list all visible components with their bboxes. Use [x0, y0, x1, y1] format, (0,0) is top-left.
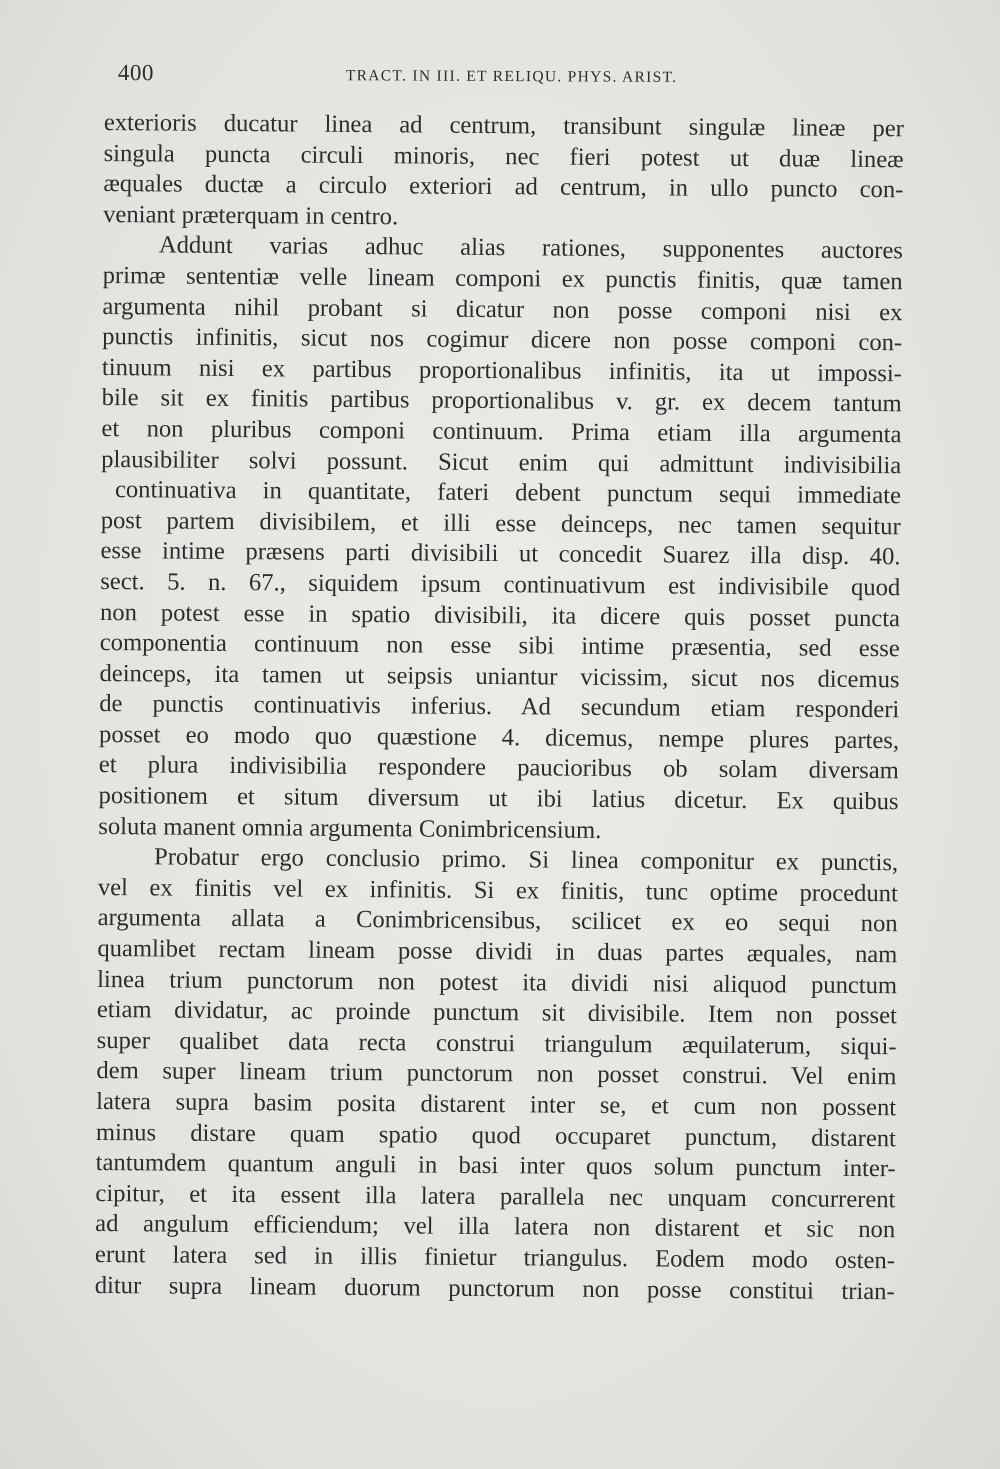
text-line: argumenta allata a Conimbricensibus, scilicet ex eo sequi non — [97, 904, 898, 938]
text-line: æquales ductæ a circulo exteriori ad centrum, in ullo puncto con- — [103, 170, 904, 204]
body-text — [95, 108, 904, 1307]
text-line: exterioris ducatur linea ad centrum, transibunt singulæ lineæ per — [103, 108, 904, 143]
text-line: continuativa in quantitate, fateri debent punctum sequi immediate — [114, 476, 902, 510]
text-line: plausibiliter solvi possunt. Sicut enim qui admittunt indivisibilia — [101, 445, 902, 479]
text-line: super qualibet data recta construi triangulum æquilaterum, siqui- — [96, 1026, 897, 1061]
text-line: tinuum nisi ex partibus proportionalibus infinitis, ita ut impossi- — [101, 353, 903, 388]
paragraph-first-line: Addunt varias adhuc alias rationes, supponentes auctores — [158, 231, 904, 265]
text-line: quamlibet rectam lineam posse dividi in duas partes æquales, nam — [97, 935, 898, 969]
text-line: componentia continuum non esse sibi intime præsentia, sed esse — [99, 629, 900, 663]
text-line: erunt latera sed in illis finietur triangulus. Eodem modo osten- — [94, 1240, 896, 1275]
text-line: singula puncta circuli minoris, nec fieri potest ut duæ lineæ — [103, 139, 904, 173]
text-line: minus distare quam spatio quod occuparet punctum, distarent — [95, 1118, 897, 1152]
text-line: latera supra basim posita distarent inter se, et cum non possent — [96, 1087, 897, 1122]
text-line: ad angulum efficiendum; vel illa latera non distarent et sic non — [95, 1210, 896, 1244]
text-line: post partem divisibilem, et illi esse deinceps, nec tamen sequitur — [100, 506, 901, 540]
text-line: primæ sententiæ velle lineam componi ex punctis finitis, quæ tamen — [102, 261, 903, 296]
text-line: positionem et situm diversum ut ibi latius dicetur. Ex quibus — [98, 782, 899, 816]
text-line: tantumdem quantum anguli in basi inter quos solum punctum inter- — [95, 1149, 896, 1183]
text-line: ditur supra lineam duorum punctorum non posse constitui trian- — [94, 1271, 895, 1305]
paragraph-first-line: Probatur ergo conclusio primo. Si linea componitur ex punctis, — [154, 843, 899, 877]
text-line: sect. 5. n. 67., siquidem ipsum continuativum est indivisibile quod — [100, 567, 901, 602]
text-line: argumenta nihil probant si dicatur non posse componi nisi ex — [102, 292, 903, 326]
text-line: et non pluribus componi continuum. Prima etiam illa argumenta — [101, 414, 902, 449]
text-line: cipitur, et ita essent illa latera parallela nec unquam concurrerent — [95, 1179, 896, 1214]
text-line: etiam dividatur, ac proinde punctum sit divisibile. Item non posset — [96, 996, 897, 1030]
text-line: bile sit ex finitis partibus proportionalibus v. gr. ex decem tantum — [101, 384, 902, 418]
text-line: et plura indivisibilia respondere paucioribus ob solam diversam — [98, 751, 899, 785]
text-line: linea trium punctorum non potest ita dividi nisi aliquod punctum — [97, 965, 898, 999]
running-title: TRACT. IN III. ET RELIQU. PHYS. ARIST. — [345, 67, 678, 86]
page-header — [118, 60, 908, 98]
text-line: punctis infinitis, sicut nos cogimur dicere non posse componi con- — [102, 323, 903, 357]
text-line: vel ex finitis vel ex infinitis. Si ex finitis, tunc optime procedunt — [97, 873, 898, 908]
text-line: soluta manent omnia argumenta Conimbricensium. — [98, 812, 602, 844]
text-line: deinceps, ita tamen ut seipsis uniantur vicissim, sicut nos dicemus — [99, 659, 900, 693]
text-line: esse intime præsens parti divisibili ut concedit Suarez illa disp. 40. — [100, 537, 901, 571]
text-line: non potest esse in spatio divisibili, ita dicere quis posset puncta — [99, 598, 901, 632]
page-number: 400 — [117, 60, 154, 86]
text-line: dem super lineam trium punctorum non posset construi. Vel enim — [96, 1057, 897, 1091]
text-line: de punctis continuativis inferius. Ad secundum etiam responderi — [99, 690, 900, 724]
text-line: posset eo modo quo quæstione 4. dicemus, nempe plures partes, — [98, 720, 900, 755]
text-line: veniant præterquam in centro. — [103, 200, 399, 231]
